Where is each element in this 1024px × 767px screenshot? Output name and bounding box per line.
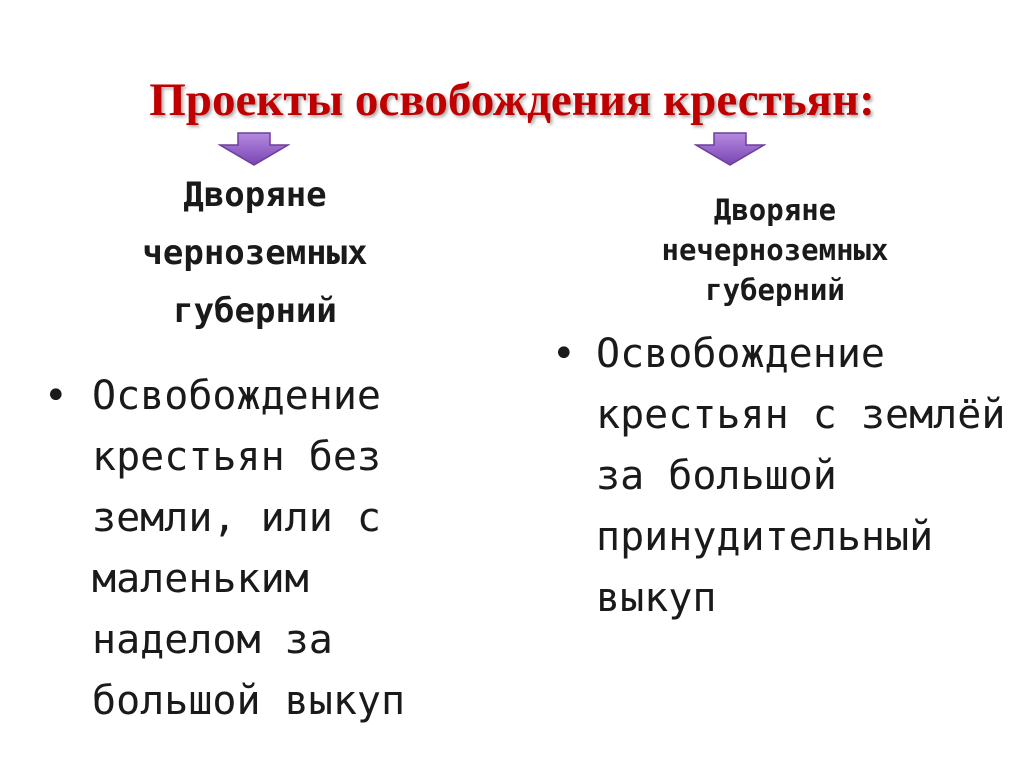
right-column bbox=[540, 190, 1010, 629]
down-arrow-left-icon bbox=[218, 131, 290, 167]
left-column-heading bbox=[30, 166, 480, 340]
slide-title: Проекты освобождения крестьян: bbox=[149, 74, 875, 126]
right-heading-line: губерний bbox=[705, 273, 845, 307]
left-bullet-line: земли, или с bbox=[92, 495, 381, 541]
right-bullet-line: за большой bbox=[596, 453, 837, 499]
right-bullet-line: принудительный bbox=[596, 514, 934, 560]
right-column-heading bbox=[540, 190, 1010, 310]
left-bullet-line: наделом за bbox=[92, 617, 333, 663]
right-bullet-item bbox=[540, 324, 1010, 629]
right-bullet-line: крестьян с землёй bbox=[596, 392, 1006, 438]
down-arrow-right-icon bbox=[694, 131, 766, 167]
right-bullet-line: выкуп bbox=[596, 575, 717, 621]
right-heading-line: Дворяне bbox=[713, 193, 837, 227]
left-bullet-line: большой выкуп bbox=[92, 678, 406, 724]
left-column bbox=[30, 166, 480, 732]
right-bullet-line: Освобождение bbox=[596, 331, 885, 377]
left-bullet-line: Освобождение bbox=[92, 373, 381, 419]
right-heading-line: нечерноземных bbox=[661, 233, 889, 267]
left-heading-line: Дворяне bbox=[183, 175, 327, 215]
bullet-icon: • bbox=[552, 331, 576, 377]
left-heading-line: губерний bbox=[173, 291, 337, 331]
left-bullet-line: крестьян без bbox=[92, 434, 381, 480]
left-heading-line: черноземных bbox=[142, 233, 368, 273]
left-bullet-line: маленьким bbox=[92, 556, 309, 602]
left-bullet-item bbox=[30, 366, 480, 732]
bullet-icon: • bbox=[44, 373, 68, 419]
